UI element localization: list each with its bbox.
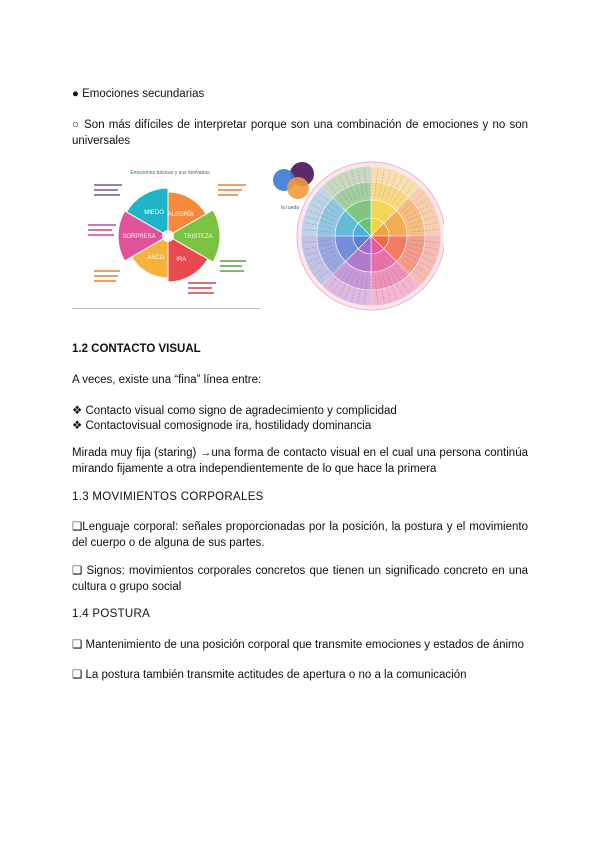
pie-label-asco: ASCO [147, 255, 165, 262]
figure1-title: Emociones básicas y sus derivadas [130, 170, 210, 176]
section-1-2-heading: 1.2 CONTACTO VISUAL [72, 343, 201, 355]
pie-label-ira: IRA [176, 257, 187, 264]
eye-contact-bullet-1: ❖ Contacto visual como signo de agradecimiento y complicidad [72, 405, 397, 417]
signs-paragraph: ❏ Signos: movimientos corporales concretos que tienen un significado concreto en una cultura o grupo social [72, 565, 528, 593]
secondary-emotions-bullet: ● Emociones secundarias [72, 88, 205, 100]
pie-center [162, 230, 174, 242]
wheel-logo-text: la rueda [280, 205, 300, 211]
fine-line-intro: A veces, existe una “fina” línea entre: [72, 374, 262, 386]
pie-label-miedo: MIEDO [144, 209, 164, 216]
section-1-3-heading: 1.3 MOVIMIENTOS CORPORALES [72, 491, 264, 503]
staring-paragraph: Mirada muy fija (staring) →una forma de contacto visual en el cual una persona continúa mirando fijamente a otra independientemente de lo que hace la primera [72, 447, 528, 475]
pie-label-sorpresa: SORPRESA [122, 234, 156, 240]
posture-bullet-2: ❏ La postura también transmite actitudes de apertura o no a la comunicación [72, 669, 467, 681]
posture-bullet-1: ❏ Mantenimiento de una posición corporal que transmite emociones y estados de ánimo [72, 639, 525, 651]
basic-emotions-figure [80, 164, 260, 308]
pie-label-alegría: ALEGRÍA [167, 211, 194, 218]
emotion-wheel-figure [268, 160, 444, 312]
secondary-emotions-description: ○ Son más difíciles de interpretar porque son una combinación de emociones y no son universales [72, 119, 528, 147]
pie-label-tristeza: TRISTEZA [183, 234, 213, 240]
figure-divider [72, 308, 260, 309]
section-1-4-heading: 1.4 POSTURA [72, 608, 151, 620]
eye-contact-bullet-2: ❖ Contactovisual comosignode ira, hostilidady dominancia [72, 420, 372, 432]
body-language-paragraph: ❏Lenguaje corporal: señales proporcionadas por la posición, la postura y el movimiento del cuerpo o de alguna de sus partes. [72, 521, 528, 549]
